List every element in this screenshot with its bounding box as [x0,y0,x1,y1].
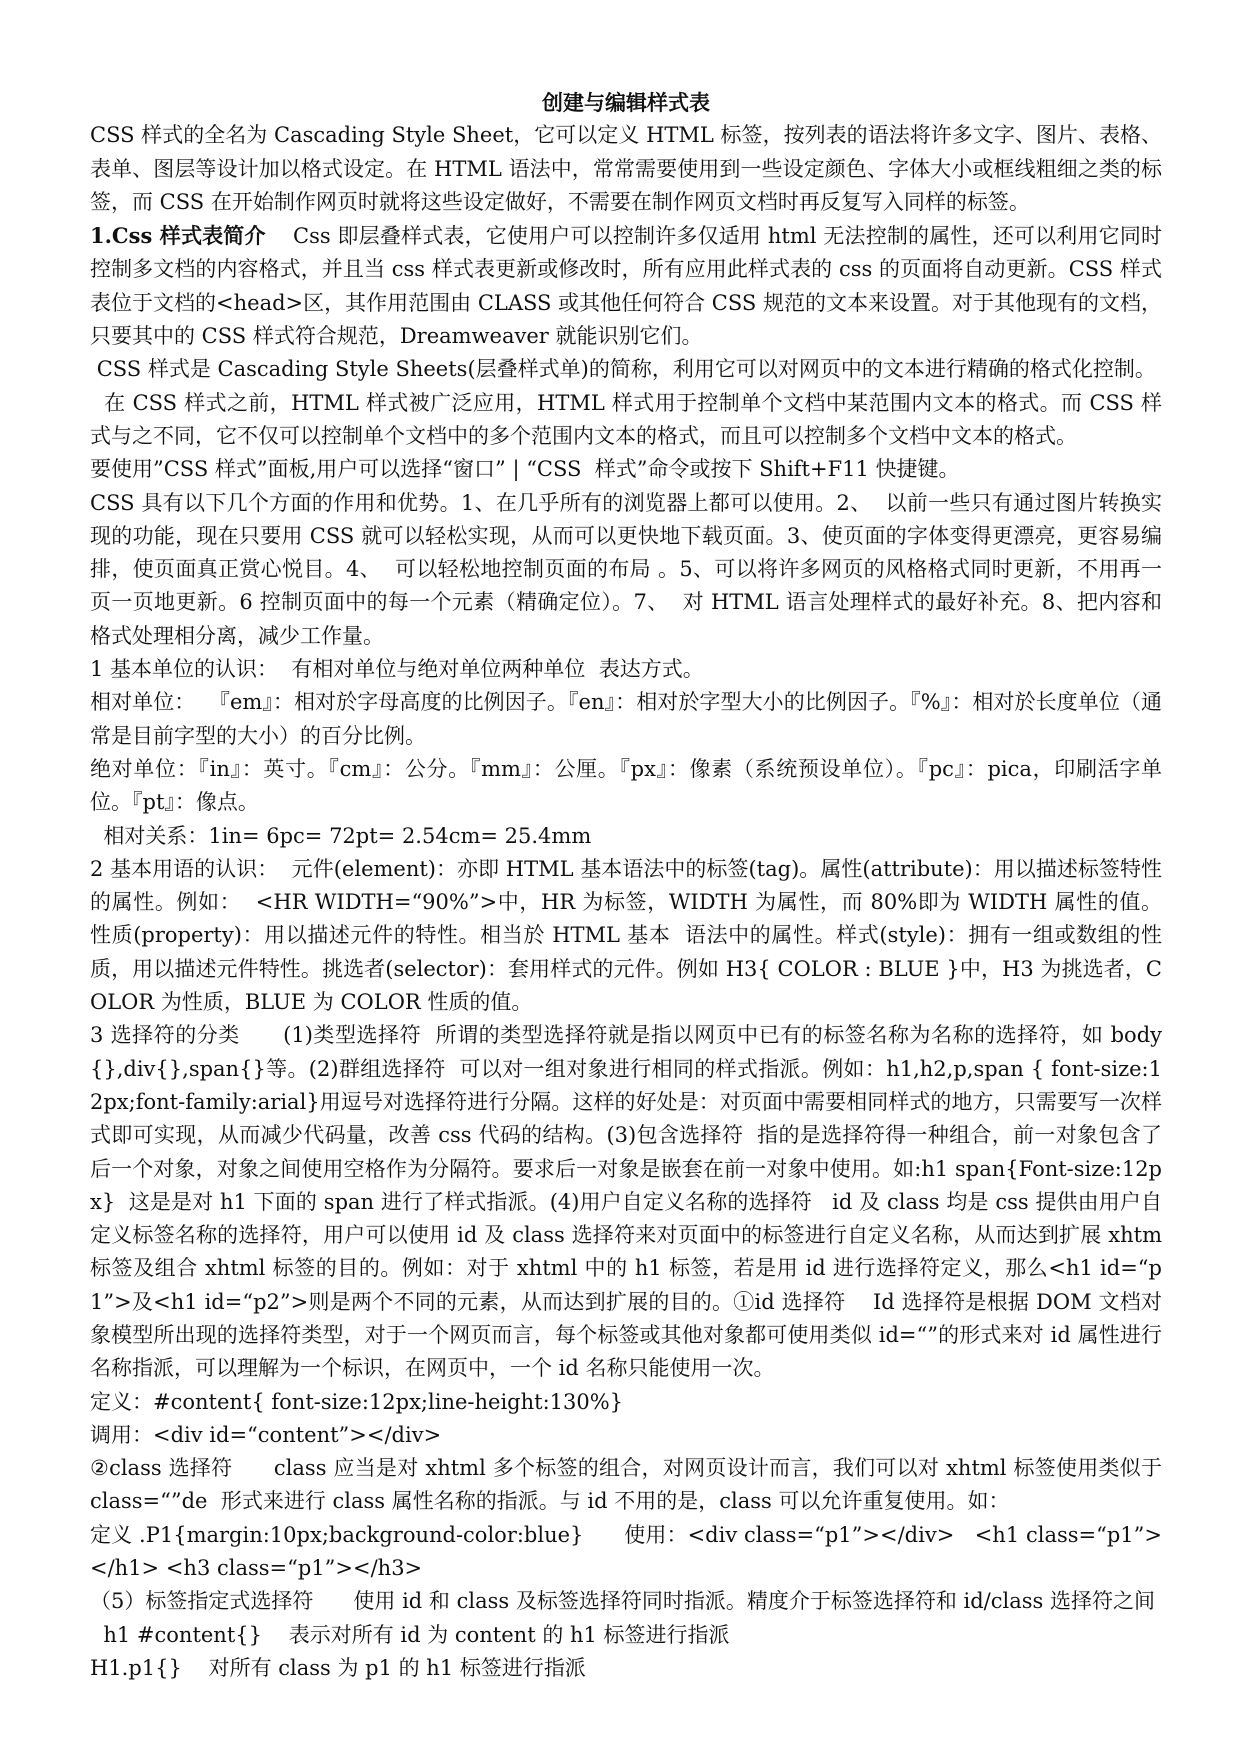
paragraph [90,353,1162,386]
paragraph-text: 在 CSS 样式之前，HTML 样式被广泛应用，HTML 样式用于控制单个文档中某范围内文本的格式。而 CSS 样式与之不同，它不仅可以控制单个文档中的多个范围内文本的格式，而且可以控制多个文档中文本的格式。 [90,390,1162,448]
paragraph [90,1386,1162,1419]
paragraph [90,453,1162,486]
paragraph [90,487,1162,653]
paragraph [90,1619,1162,1652]
paragraph-text: 要使用”CSS 样式”面板,用户可以选择“窗口” | “CSS 样式”命令或按下 Shift+F11 快捷键。 [90,457,960,482]
paragraph [90,686,1162,753]
paragraph-text: h1 #content{} 表示对所有 id 为 content 的 h1 标签进行指派 [90,1622,730,1647]
document-page [90,86,1176,1685]
paragraph-text: 相对关系：1in= 6pc= 72pt= 2.54cm= 25.4mm [90,823,592,848]
paragraph [90,219,1162,353]
paragraph-text: CSS 样式是 Cascading Style Sheets(层叠样式单)的简称，利用它可以对网页中的文本进行精确的格式化控制。 [90,357,1156,382]
paragraph-text: Css 即层叠样式表，它使用户可以控制许多仅适用 html 无法控制的属性，还可以利用它同时控制多文档的内容格式，并且当 css 样式表更新或修改时，所有应用此样式表的 css 的页面将自动更新。CSS 样式表位于文档的<head>区，其作用范围由 CLASS 或其他任何符合 CSS 规范的文本来设置。对于其他现有的文档，只要其中的 CSS 样式符合规范，Dreamweaver 就能识别它们。 [90,224,1162,349]
paragraph [90,119,1162,219]
paragraph [90,1019,1169,1385]
paragraph-text: ②class 选择符 class 应当是对 xhtml 多个标签的组合，对网页设计而言，我们可以对 xhtml 标签使用类似于 class=“”de 形式来进行 class 属性名称的指派。与 id 不用的是，class 可以允许重复使用。如： [90,1456,1169,1514]
paragraph-text: 3 选择符的分类 (1)类型选择符 所谓的类型选择符就是指以网页中已有的标签名称为名称的选择符，如 body{},div{},span{}等。(2)群组选择符 可以对一组对象进行相同的样式指派。例如：h1,h2,p,span { font-size:12px;font-family:arial}用逗号对选择符进行分隔。这样的好处是：对页面中需要相同样式的地方，只需要写一次样式即可实现，从而减少代码量，改善 css 代码的结构。(3)包含选择符 指的是选择符得一种组合，前一对象包含了后一个对象，对象之间使用空格作为分隔符。要求后一对象是嵌套在前一对象中使用。如:h1 span{Font-size:12px} 这是是对 h1 下面的 span 进行了样式指派。(4)用户自定义名称的选择符 id 及 class 均是 css 提供由用户自定义标签名称的选择符，用户可以使用 id 及 class 选择符来对页面中的标签进行自定义名称，从而达到扩展 xhtm 标签及组合 xhtml 标签的目的。例如：对于 xhtml 中的 h1 标签，若是用 id 进行选择符定义，那么<h1 id=“p1”>及<h1 id=“p2”>则是两个不同的元素，从而达到扩展的目的。①id 选择符 Id 选择符是根据 DOM 文档对象模型所出现的选择符类型，对于一个网页而言，每个标签或其他对象都可使用类似 id=“”的形式来对 id 属性进行名称指派，可以理解为一个标识，在网页中，一个 id 名称只能使用一次。 [90,1023,1169,1381]
paragraph-text: CSS 样式的全名为 Cascading Style Sheet，它可以定义 HTML 标签，按列表的语法将许多文字、图片、表格、表单、图层等设计加以格式设定。在 HTML 语法中，常常需要使用到一些设定颜色、字体大小或框线粗细之类的标签，而 CSS 在开始制作网页时就将这些设定做好，不需要在制作网页文档时再反复写入同样的标签。 [90,123,1162,214]
paragraph-text: 定义：#content{ font-size:12px;line-height:130%} [90,1389,624,1414]
paragraph [90,820,1162,853]
section-heading: 1.Css 样式表简介 [90,223,266,249]
paragraph-text: （5）标签指定式选择符 使用 id 和 class 及标签选择符同时指派。精度介于标签选择符和 id/class 选择符之间 [90,1589,1155,1614]
paragraph-text: 2 基本用语的认识： 元件(element)：亦即 HTML 基本语法中的标签(tag)。属性(attribute)：用以描述标签特性的属性。例如： <HR WIDTH=“90%”>中，HR 为标签，WIDTH 为属性，而 80%即为 WIDTH 属性的值。 性质(property)：用以描述元件的特性。相当於 HTML 基本 语法中的属性。样式(style)：拥有一组或数组的性质，用以描述元件特性。挑选者(selector)：套用样式的元件。例如 H3{ COLOR : BLUE }中，H3 为挑选者，COLOR 为性质，BLUE 为 COLOR 性质的值。 [90,856,1176,1015]
paragraph [90,653,1162,686]
paragraph-text: 调用：<div id=“content”></div> [90,1422,442,1447]
paragraph [90,1452,1169,1519]
paragraph [90,1585,1162,1618]
paragraph [90,1652,1162,1685]
document-title: 创建与编辑样式表 [542,90,710,115]
paragraph-text: 定义 .P1{margin:10px;background-color:blue} 使用：<div class=“p1”></div> <h1 class=“p1”></h1> <h3 class=“p1”></h3> [90,1522,1162,1581]
paragraph [90,853,1176,1019]
paragraph-text: CSS 具有以下几个方面的作用和优势。1、在几乎所有的浏览器上都可以使用。2、 以前一些只有通过图片转换实现的功能，现在只要用 CSS 就可以轻松实现，从而可以更快地下载页面。3、使页面的字体变得更漂亮，更容易编排，使页面真正赏心悦目。4、 可以轻松地控制页面的布局 。5、可以将许多网页的风格格式同时更新，不用再一页一页地更新。6 控制页面中的每一个元素（精确定位）。7、 对 HTML 语言处理样式的最好补充。8、把内容和格式处理相分离，减少工作量。 [90,490,1162,648]
paragraph-text: 相对单位： 『em』：相对於字母高度的比例因子。『en』：相对於字型大小的比例因子。『%』：相对於长度单位（通常是目前字型的大小）的百分比例。 [90,690,1162,748]
paragraph-text: H1.p1{} 对所有 class 为 p1 的 h1 标签进行指派 [90,1655,586,1680]
document-body [90,119,1176,1685]
paragraph [90,1519,1162,1586]
paragraph-text: 1 基本单位的认识： 有相对单位与绝对单位两种单位 表达方式。 [90,657,704,682]
paragraph [90,753,1162,820]
paragraph [90,387,1162,454]
paragraph [90,1419,1162,1452]
paragraph-text: 绝对单位：『in』：英寸。『cm』：公分。『mm』：公厘。『px』：像素（系统预设单位）。『pc』：pica，印刷活字单位。『pt』：像点。 [90,756,1162,815]
